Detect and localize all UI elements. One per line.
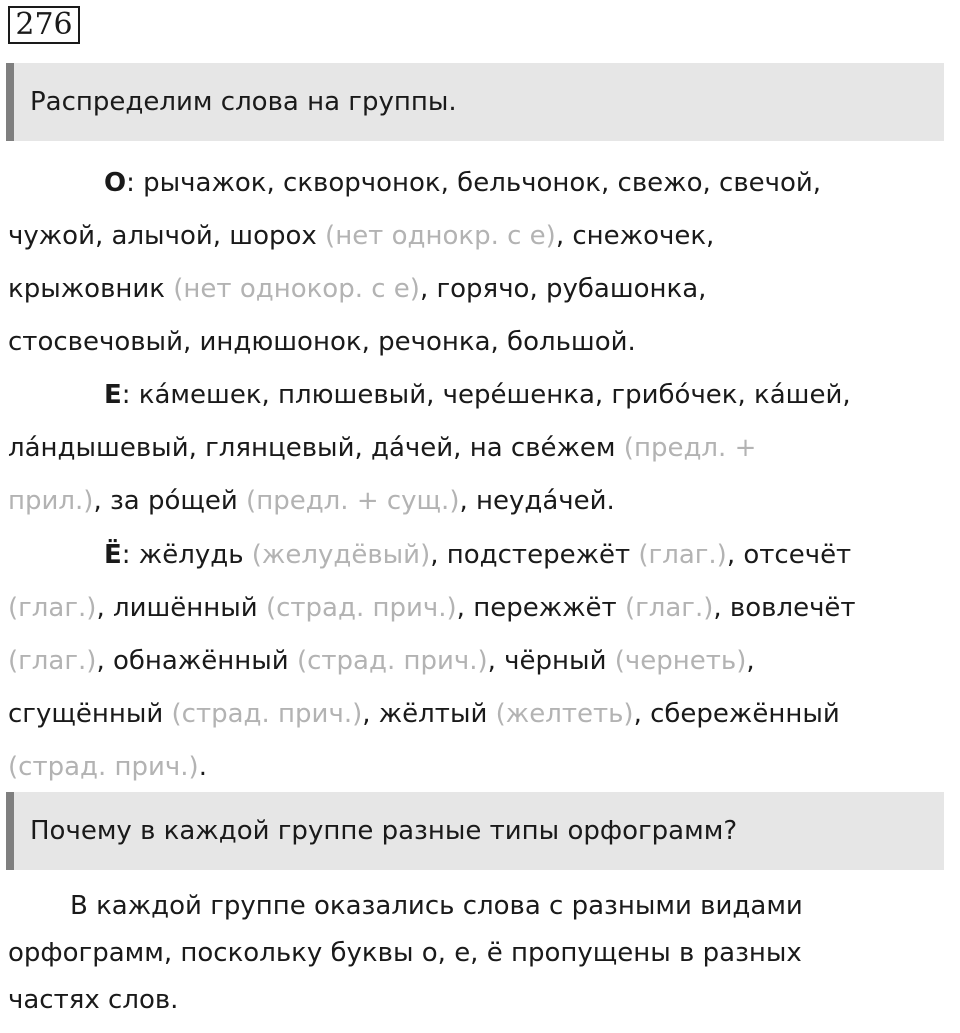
group-e-note: (предл. +	[615, 433, 757, 463]
group-o-text: крыжовник	[8, 274, 165, 304]
group-o-text: стосвечовый, индюшонок, речонка, большой.	[8, 327, 636, 357]
group-yo-note: (глаг.)	[8, 593, 97, 623]
group-o-line-2	[8, 210, 953, 263]
group-yo-line-2	[8, 582, 953, 635]
group-yo-text: , пережжёт	[456, 593, 617, 623]
answer	[8, 883, 953, 1024]
group-o-text: чужой, алычой, шорох	[8, 221, 317, 251]
group-yo-note: (чернеть)	[606, 646, 747, 676]
group-yo-text: , жёлтый	[362, 699, 488, 729]
group-yo-text: , чёрный	[487, 646, 607, 676]
group-yo-note: (страд. прич.)	[163, 699, 363, 729]
group-yo-text: , сбережённый	[633, 699, 840, 729]
group-yo-text: ,	[746, 646, 755, 676]
group-e-letter: Е	[104, 380, 122, 410]
group-yo-note: (желудёвый)	[243, 540, 431, 570]
group-yo-text: , подстережёт	[430, 540, 631, 570]
answer-text: В каждой группе оказались слова с разными видами	[70, 891, 803, 921]
group-e	[8, 369, 953, 528]
group-yo-text: , отсечёт	[726, 540, 852, 570]
group-yo-note: (глаг.)	[630, 540, 727, 570]
answer-text: орфограмм, поскольку буквы о, е, ё пропущены в разных	[8, 938, 802, 968]
group-yo-text: , вовлечёт	[713, 593, 856, 623]
group-e-line-2	[8, 422, 953, 475]
group-o	[8, 157, 953, 369]
group-yo-line-1	[8, 529, 953, 582]
group-yo-note: (глаг.)	[616, 593, 714, 623]
group-yo-letter: Ё	[104, 540, 122, 570]
group-o-text: : рычажок, скворчонок, бельчонок, свежо, свечой,	[126, 168, 822, 198]
group-o-note: (нет однокр. с е)	[316, 221, 556, 251]
answer-text: частях слов.	[8, 985, 179, 1015]
group-e-note: прил.)	[8, 486, 94, 516]
group-yo-text: сгущённый	[8, 699, 164, 729]
answer-line-1	[8, 883, 953, 930]
group-yo-note: (страд. прич.)	[257, 593, 457, 623]
group-yo	[8, 529, 953, 794]
group-e-text: ла́ндышевый, глянцевый, да́чей, на све́жем	[8, 433, 616, 463]
group-o-line-4	[8, 316, 953, 369]
group-o-note: (нет однокор. с е)	[165, 274, 420, 304]
group-o-line-1	[8, 157, 953, 210]
group-e-text: : ка́мешек, плюшевый, чере́шенка, грибо́чек, ка́шей,	[121, 380, 851, 410]
answer-line-3	[8, 977, 953, 1024]
group-yo-line-4	[8, 688, 953, 741]
group-o-text: , горячо, рубашонка,	[419, 274, 707, 304]
group-e-note: (предл. + сущ.)	[237, 486, 460, 516]
group-yo-text: , лишённый	[96, 593, 258, 623]
exercise-number: 276	[8, 6, 80, 44]
group-yo-note: (страд. прич.)	[8, 752, 199, 782]
group-o-letter: О	[104, 168, 127, 198]
group-yo-line-5	[8, 741, 953, 794]
group-yo-note: (глаг.)	[8, 646, 97, 676]
group-e-text: , за ро́щей	[93, 486, 238, 516]
group-yo-text: : жёлудь	[121, 540, 244, 570]
task-heading: Распределим слова на группы.	[6, 63, 944, 141]
group-e-text: , неуда́чей.	[459, 486, 615, 516]
group-o-line-3	[8, 263, 953, 316]
group-yo-line-3	[8, 635, 953, 688]
group-o-text: , снежочек,	[555, 221, 715, 251]
group-e-line-3	[8, 475, 953, 528]
group-yo-text: .	[198, 752, 207, 782]
question-heading: Почему в каждой группе разные типы орфограмм?	[6, 792, 944, 870]
group-yo-text: , обнажённый	[96, 646, 289, 676]
group-yo-note: (страд. прич.)	[288, 646, 488, 676]
answer-line-2	[8, 930, 953, 977]
group-e-line-1	[8, 369, 953, 422]
group-yo-note: (желтеть)	[487, 699, 634, 729]
